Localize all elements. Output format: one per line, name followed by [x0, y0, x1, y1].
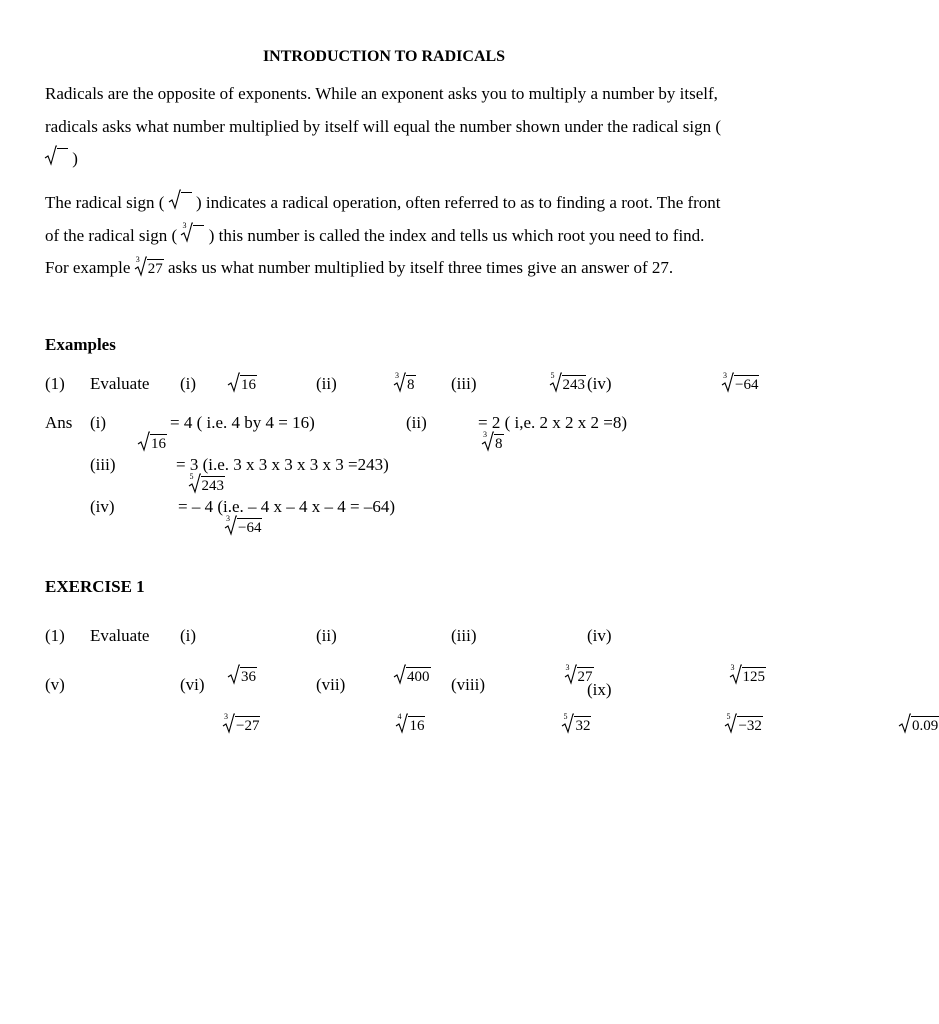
root-index: 3: [565, 663, 570, 672]
radicand: 16: [409, 718, 425, 734]
exercise-question-number: (1): [45, 626, 65, 645]
radicand: 8: [407, 377, 415, 393]
radicand: 32: [575, 718, 591, 734]
radical-expression: [730, 663, 767, 686]
example-item-label: (ii): [316, 374, 337, 393]
radical-expression: [394, 667, 431, 686]
radicand: −27: [236, 718, 260, 734]
root-index: 5: [550, 371, 555, 380]
answer-item-label: (i): [90, 413, 107, 432]
exercise-heading: EXERCISE 1: [45, 577, 145, 596]
root-index: 3: [226, 514, 230, 523]
radicand: 8: [495, 436, 503, 452]
exercise-item-label: (ix): [587, 680, 612, 699]
root-index: 3: [483, 430, 487, 439]
intro-paragraph-2: [45, 187, 725, 285]
examples-heading: Examples: [45, 335, 116, 354]
example-question-label: Evaluate: [90, 374, 150, 393]
cube-root-symbol: [181, 220, 204, 246]
example-item-label: (i): [180, 374, 197, 393]
radicand: 0.09: [911, 718, 939, 734]
answer-explanation: = – 4 (i.e. – 4 x – 4 x – 4 = –64): [178, 497, 396, 516]
radicand: 36: [241, 669, 256, 685]
root-index: 3: [182, 220, 187, 230]
radicand: 243: [201, 478, 224, 494]
radical-sign-symbol: [45, 148, 68, 169]
exercise-item-label: (vii): [316, 675, 346, 694]
answer-item-label: (ii): [406, 413, 427, 432]
root-index: 5: [189, 472, 194, 481]
example-question-number: (1): [45, 374, 65, 393]
root-index: 5: [726, 712, 731, 721]
exercise-item-label: (ii): [316, 626, 337, 645]
answer-label: Ans: [45, 413, 73, 432]
root-index: 4: [397, 712, 402, 721]
radical-expression: [562, 712, 591, 735]
radical-expression: [482, 430, 504, 453]
intro-text-2a: The radical sign (: [45, 193, 165, 212]
radicand: 243: [562, 377, 585, 393]
radical-expression: [725, 712, 762, 735]
answer-explanation: = 2 ( i,e. 2 x 2 x 2 =8): [478, 413, 628, 432]
radical-expression: [228, 375, 257, 394]
radicand: 400: [407, 669, 430, 685]
exercise-item-label: (vi): [180, 675, 205, 694]
answer-explanation: = 4 ( i.e. 4 by 4 = 16): [170, 413, 315, 432]
answer-item-label: (iv): [90, 497, 115, 516]
root-index: 3: [224, 712, 228, 721]
root-index: 3: [730, 663, 735, 672]
radical-expression: [550, 371, 587, 394]
radicand: 27: [577, 669, 593, 685]
radicand: 16: [241, 377, 256, 393]
root-index: 3: [395, 371, 399, 380]
radical-expression: [722, 371, 759, 394]
radicand: −32: [738, 718, 762, 734]
radical-expression: [394, 371, 416, 394]
radical-expression: [189, 472, 226, 495]
exercise-item-label: (iii): [451, 626, 477, 645]
exercise-item-label: (viii): [451, 675, 485, 694]
cube-root-27: 3 27: [135, 255, 163, 277]
example-item-label: (iii): [451, 374, 477, 393]
exercise-item-label: (iv): [587, 626, 612, 645]
radical-expression: [396, 712, 425, 735]
root-index: 3: [135, 255, 140, 264]
exercise-item-label: (v): [45, 675, 65, 694]
intro-text-1-end: ): [72, 149, 78, 168]
intro-text-2d: asks us what number multiplied by itself three times give an answer of 27.: [167, 258, 674, 277]
radical-expression: [228, 667, 257, 686]
exercise-item-label: (i): [180, 626, 197, 645]
intro-paragraph-1: [45, 78, 725, 176]
radicand: 16: [151, 436, 166, 452]
answer-item-label: (iii): [90, 455, 116, 474]
answer-explanation: = 3 (i.e. 3 x 3 x 3 x 3 x 3 =243): [176, 455, 389, 474]
root-index: 3: [723, 371, 727, 380]
intro-text-2b: ) indicates a radical operation, often referred to as to finding a root. The front of the radical sign (: [45, 193, 721, 245]
radical-expression: [138, 434, 167, 453]
example-item-label: (iv): [587, 374, 612, 393]
radicand: −64: [238, 520, 262, 536]
radical-sign-symbol: [169, 192, 192, 213]
root-index: 5: [563, 712, 568, 721]
intro-text-2c: ) this number is called the index and tells us which root you need to find. For example: [45, 225, 705, 277]
radical-expression: [225, 514, 262, 537]
radicand: 125: [742, 669, 765, 685]
intro-text-1: Radicals are the opposite of exponents. While an exponent asks you to multiply a number by itself, radicals asks what number multiplied by itself will equal the number shown under the radical sign (: [45, 84, 722, 136]
radicand: −64: [735, 377, 759, 393]
page-title: INTRODUCTION TO RADICALS: [262, 48, 506, 65]
radical-expression: [899, 716, 939, 735]
exercise-question-label: Evaluate: [90, 626, 150, 645]
radical-expression: [223, 712, 260, 735]
